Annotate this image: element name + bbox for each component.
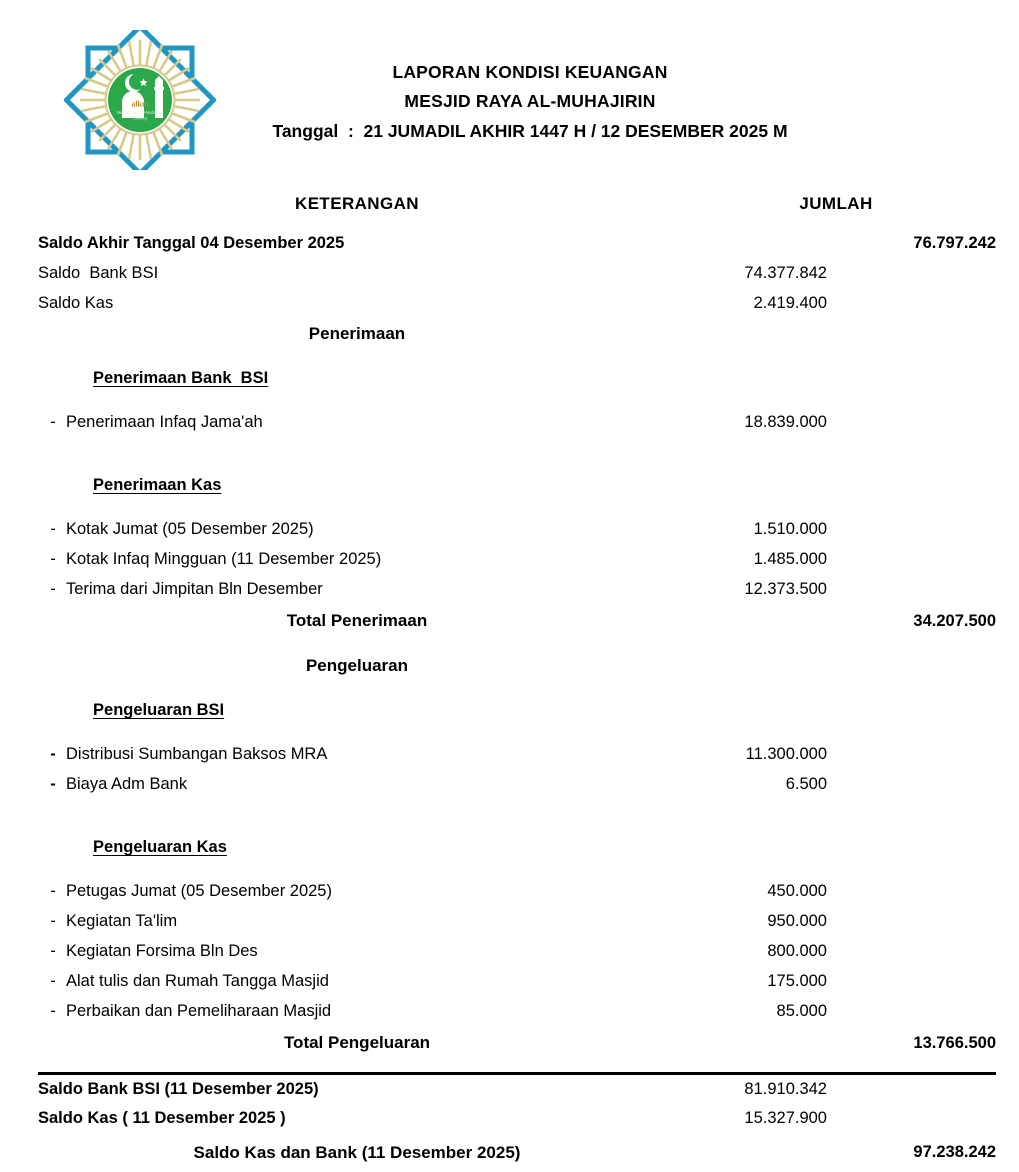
- table-row-item: [38, 996, 996, 1026]
- pengeluaran-header-amt-blank: [827, 650, 996, 682]
- table-row-closing-bank: [38, 1074, 996, 1104]
- opening-balance-mid-blank: [676, 228, 827, 258]
- mosque-logo: [64, 30, 216, 170]
- opening-bank-amount: 74.377.842: [744, 263, 827, 282]
- table-row-spacer: [38, 437, 996, 457]
- item-total-blank: [827, 407, 996, 437]
- table-row-opening-balance: [38, 228, 996, 258]
- bullet-dash: -: [50, 412, 56, 431]
- item-amount: 1.510.000: [753, 519, 827, 538]
- opening-balance-total: 76.797.242: [913, 233, 997, 252]
- table-row-item: [38, 906, 996, 936]
- table-row-section-gap: [38, 638, 996, 650]
- report-title-primary: LAPORAN KONDISI KEUANGAN: [392, 62, 668, 82]
- item-total-blank: [827, 544, 996, 574]
- group-heading-label: Pengeluaran BSI: [93, 701, 225, 719]
- closing-cash-label: Saldo Kas ( 11 Desember 2025 ): [38, 1109, 286, 1127]
- column-header-keterangan: KETERANGAN: [295, 194, 419, 213]
- total-pengeluaran-amount: 13.766.500: [913, 1033, 997, 1052]
- table-row-section-gap: [38, 1060, 996, 1074]
- table-row-total-penerimaan: [38, 604, 996, 638]
- table-row-total-pengeluaran: [38, 1026, 996, 1060]
- table-row-opening-bank: [38, 258, 996, 288]
- section-title-penerimaan: Penerimaan: [308, 324, 406, 343]
- total-pengeluaran-label: Total Pengeluaran: [283, 1033, 431, 1052]
- item-amount: 6.500: [785, 774, 827, 793]
- item-amount: 800.000: [767, 941, 827, 960]
- table-row-grand-total: [38, 1134, 996, 1172]
- table-header-row: [38, 180, 996, 228]
- group-heading-pengeluaran-kas: [38, 819, 996, 876]
- bullet-dash: -: [50, 774, 56, 793]
- logo-caption-line2: Cibinong: [132, 116, 148, 121]
- opening-balance-label: Saldo Akhir Tanggal 04 Desember 2025: [38, 233, 345, 252]
- item-label: Biaya Adm Bank: [66, 774, 188, 793]
- item-label: Terima dari Jimpitan Bln Desember: [66, 579, 323, 598]
- item-total-blank: [827, 876, 996, 906]
- report-title-mosque-name: MESJID RAYA AL-MUHAJIRIN: [404, 91, 656, 111]
- group-heading-amt-blank: [827, 457, 996, 514]
- bullet-dash: -: [50, 1001, 56, 1020]
- table-row-item: [38, 574, 996, 604]
- bullet-dash: -: [50, 579, 56, 598]
- opening-cash-total-blank: [827, 288, 996, 318]
- group-heading-amt-blank: [827, 682, 996, 739]
- opening-cash-label: Saldo Kas: [38, 293, 114, 312]
- item-amount: 950.000: [767, 911, 827, 930]
- item-label: Penerimaan Infaq Jama'ah: [66, 412, 263, 431]
- section-header-penerimaan: [38, 318, 996, 350]
- penerimaan-header-mid-blank: [676, 318, 827, 350]
- item-label: Perbaikan dan Pemeliharaan Masjid: [66, 1001, 332, 1020]
- table-row-item: [38, 966, 996, 996]
- closing-bank-label: Saldo Bank BSI (11 Desember 2025): [38, 1074, 676, 1104]
- group-heading-mid-blank: [676, 350, 827, 407]
- financial-table-container: [38, 180, 996, 1172]
- item-amount: 12.373.500: [744, 579, 827, 598]
- item-amount: 18.839.000: [744, 412, 827, 431]
- logo-center-text: alkm: [131, 99, 149, 109]
- group-heading-mid-blank: [676, 457, 827, 514]
- table-row-item: [38, 739, 996, 769]
- pengeluaran-header-mid-blank: [676, 650, 827, 682]
- item-amount: 11.300.000: [745, 744, 827, 763]
- item-label: Kotak Infaq Mingguan (11 Desember 2025): [66, 549, 382, 568]
- logo-caption-line1: Mesjid Raya Al-Muhajirin: [116, 110, 164, 115]
- bullet-dash: -: [50, 911, 56, 930]
- total-penerimaan-amount: 34.207.500: [913, 611, 997, 630]
- penerimaan-header-amt-blank: [827, 318, 996, 350]
- bullet-dash: -: [50, 744, 56, 763]
- table-row-item: [38, 544, 996, 574]
- group-heading-label: Pengeluaran Kas: [93, 838, 227, 856]
- group-heading-amt-blank: [827, 350, 996, 407]
- report-title-block: [230, 58, 830, 146]
- group-heading-penerimaan-kas: [38, 457, 996, 514]
- table-row-item: [38, 769, 996, 799]
- column-header-jumlah: JUMLAH: [799, 194, 873, 213]
- item-label: Kegiatan Ta'lim: [66, 911, 178, 930]
- grand-total-label: Saldo Kas dan Bank (11 Desember 2025): [193, 1142, 521, 1162]
- table-row-closing-cash: [38, 1104, 996, 1134]
- bullet-dash: -: [50, 971, 56, 990]
- total-pengeluaran-mid-blank: [676, 1026, 827, 1060]
- item-amount: 175.000: [767, 971, 827, 990]
- total-penerimaan-label: Total Penerimaan: [286, 611, 428, 630]
- item-total-blank: [827, 739, 996, 769]
- table-row-item: [38, 514, 996, 544]
- closing-cash-amount: 15.327.900: [744, 1109, 827, 1127]
- financial-table: [38, 180, 996, 1172]
- group-heading-pengeluaran-bsi: [38, 682, 996, 739]
- closing-cash-total-blank: [827, 1104, 996, 1134]
- group-heading-label: Penerimaan Bank BSI: [93, 369, 269, 387]
- opening-cash-amount: 2.419.400: [753, 293, 827, 312]
- grand-total-amount: 97.238.242: [913, 1143, 997, 1161]
- total-penerimaan-mid-blank: [676, 604, 827, 638]
- item-total-blank: [827, 514, 996, 544]
- opening-bank-label: Saldo Bank BSI: [38, 263, 159, 282]
- item-total-blank: [827, 906, 996, 936]
- item-amount: 85.000: [776, 1001, 827, 1020]
- table-row-opening-cash: [38, 288, 996, 318]
- report-header: [0, 0, 1019, 145]
- group-heading-mid-blank: [676, 819, 827, 876]
- section-header-pengeluaran: [38, 650, 996, 682]
- item-label: Alat tulis dan Rumah Tangga Masjid: [66, 971, 329, 990]
- opening-bank-total-blank: [827, 258, 996, 288]
- table-row-item: [38, 936, 996, 966]
- bullet-dash: -: [50, 549, 56, 568]
- item-total-blank: [827, 996, 996, 1026]
- item-label: Petugas Jumat (05 Desember 2025): [66, 881, 332, 900]
- item-amount: 1.485.000: [753, 549, 827, 568]
- bullet-dash: -: [50, 519, 56, 538]
- item-total-blank: [827, 966, 996, 996]
- table-row-spacer: [38, 799, 996, 819]
- report-date-line: Tanggal : 21 JUMADIL AKHIR 1447 H / 12 DESEMBER 2025 M: [272, 121, 788, 141]
- group-heading-amt-blank: [827, 819, 996, 876]
- closing-bank-amount: 81.910.342: [676, 1074, 827, 1104]
- item-total-blank: [827, 936, 996, 966]
- section-title-pengeluaran: Pengeluaran: [305, 656, 409, 675]
- item-label: Kegiatan Forsima Bln Des: [66, 941, 258, 960]
- bullet-dash: -: [50, 941, 56, 960]
- item-label: Distribusi Sumbangan Baksos MRA: [66, 744, 328, 763]
- item-amount: 450.000: [767, 881, 827, 900]
- group-heading-penerimaan-bsi: [38, 350, 996, 407]
- group-heading-label: Penerimaan Kas: [93, 476, 222, 494]
- table-row-item: [38, 876, 996, 906]
- grand-total-mid-blank: [676, 1134, 827, 1172]
- table-row-item: [38, 407, 996, 437]
- item-total-blank: [827, 574, 996, 604]
- bullet-dash: -: [50, 881, 56, 900]
- item-total-blank: [827, 769, 996, 799]
- closing-bank-total-blank: [827, 1074, 996, 1104]
- item-label: Kotak Jumat (05 Desember 2025): [66, 519, 314, 538]
- group-heading-mid-blank: [676, 682, 827, 739]
